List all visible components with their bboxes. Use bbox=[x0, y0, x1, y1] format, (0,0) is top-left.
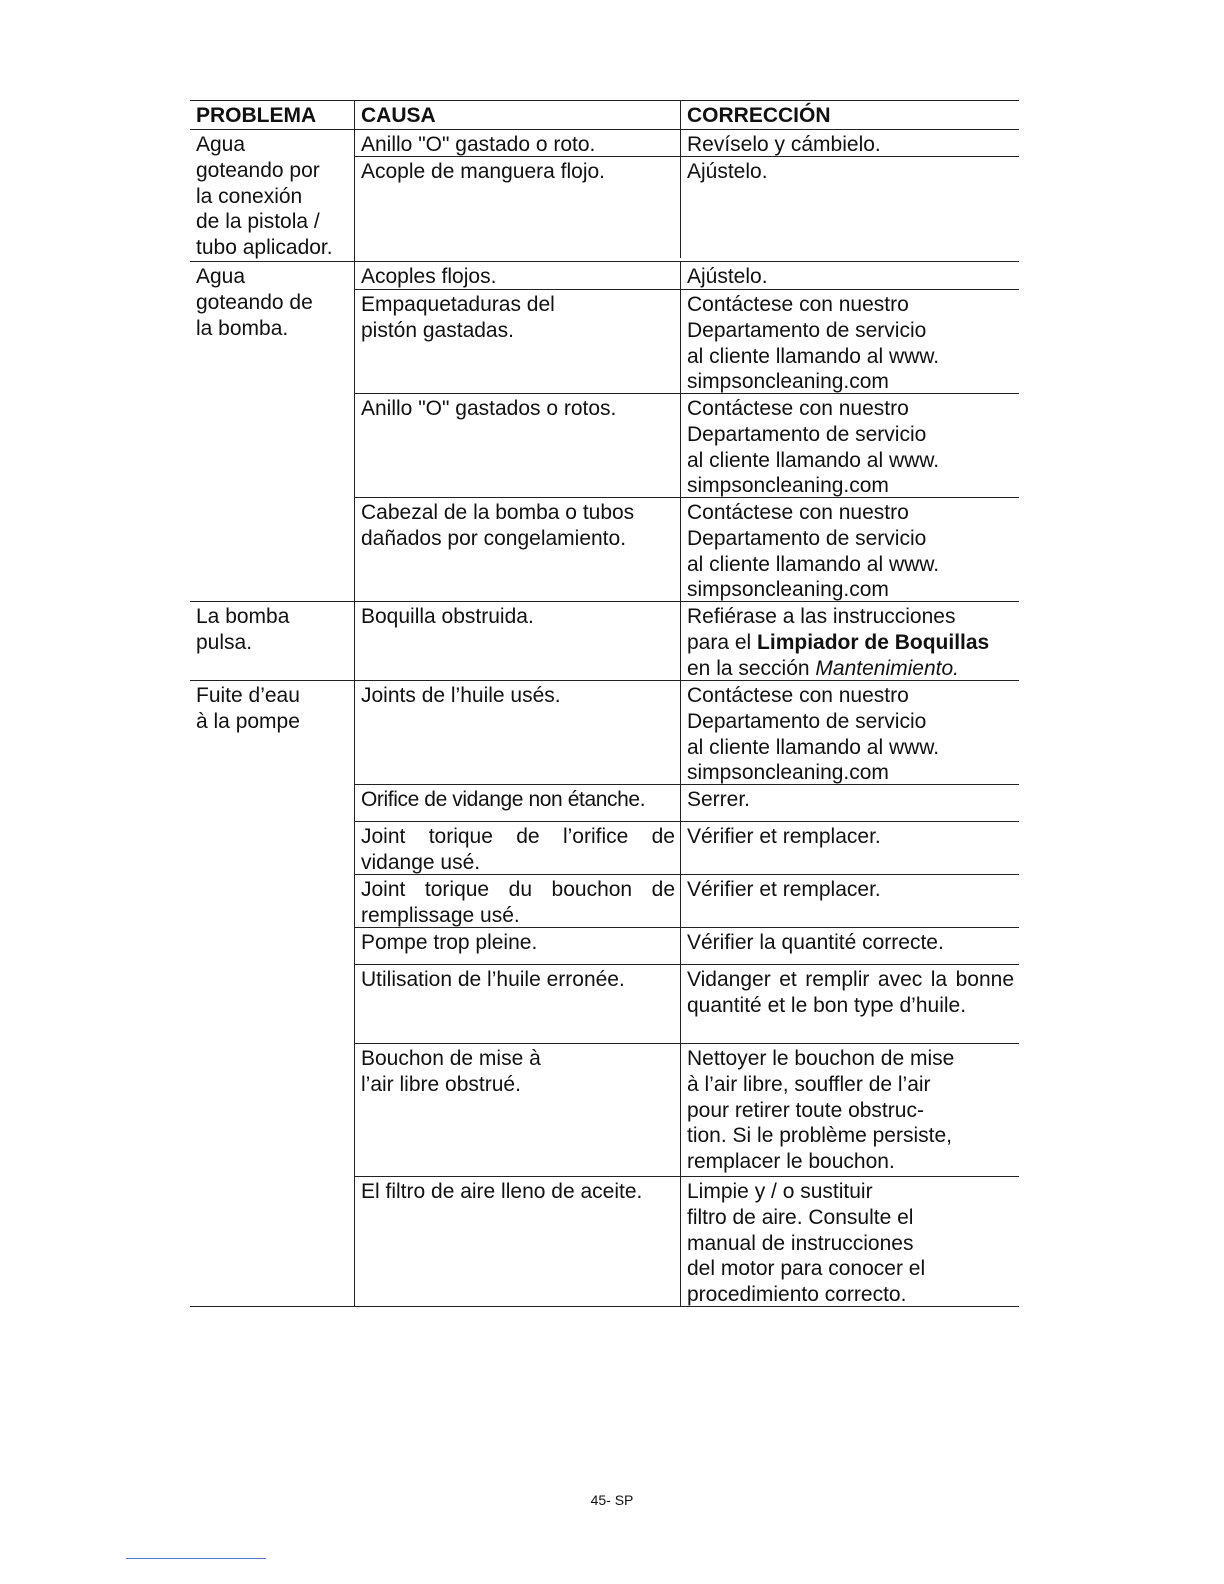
correction-italic-text: Mantenimiento. bbox=[815, 656, 959, 680]
correction-cell: Revíselo y cámbielo. bbox=[687, 133, 881, 156]
cause-cell: Joint torique du bouchon de remplissage usé. bbox=[355, 875, 681, 927]
header-problem: PROBLEMA bbox=[190, 101, 355, 129]
problem-group bbox=[190, 261, 1019, 601]
page-number: 45- SP bbox=[590, 1492, 634, 1508]
cause-cell: Joints de l’huile usés. bbox=[355, 681, 681, 784]
cause-cell: Joint torique de l’orifice de vidange usé. bbox=[355, 822, 681, 874]
header-cause: CAUSA bbox=[355, 101, 681, 129]
header-correction: CORRECCIÓN bbox=[687, 104, 831, 127]
cause-cell: Bouchon de mise à l’air libre obstrué. bbox=[355, 1044, 681, 1176]
cause-cell: Acoples flojos. bbox=[355, 262, 681, 289]
correction-cell: Contáctese con nuestro Departamento de servicio al cliente llamando al www. simpsoncleaning.com bbox=[687, 396, 940, 498]
correction-cell: Ajústelo. bbox=[687, 264, 768, 288]
problem-group bbox=[190, 680, 1019, 1306]
table-row bbox=[355, 821, 1019, 874]
table-row bbox=[355, 602, 1019, 680]
cause-cell: Acople de manguera flojo. bbox=[355, 157, 681, 258]
table-row bbox=[355, 1176, 1019, 1306]
correction-cell: Limpie y / o sustituir filtro de aire. Consulte el manual de instrucciones del motor para conocer el procedimiento correcto. bbox=[687, 1179, 926, 1307]
correction-cell: Contáctese con nuestro Departamento de servicio al cliente llamando al www. simpsoncleaning.com bbox=[687, 500, 940, 602]
problem-cell: Agua goteando de la bomba. bbox=[190, 262, 355, 601]
cause-cell: Utilisation de l’huile erronée. bbox=[355, 965, 681, 1043]
cause-cell: Boquilla obstruida. bbox=[355, 602, 681, 680]
correction-cell: Vidanger et remplir avec la bonne quantité et le bon type d’huile. bbox=[687, 967, 1014, 1017]
problem-cell: Agua goteando por la conexión de la pistola / tubo aplicador. bbox=[190, 130, 355, 261]
table-row bbox=[355, 130, 1019, 156]
problem-cell: Fuite d’eau à la pompe bbox=[190, 681, 355, 1306]
correction-cell: Contáctese con nuestro Departamento de servicio al cliente llamando al www. simpsoncleaning.com bbox=[687, 292, 940, 394]
table-row bbox=[355, 393, 1019, 497]
correction-bold-text: Limpiador de Boquillas bbox=[757, 630, 990, 654]
table-row bbox=[355, 784, 1019, 821]
cause-cell: Empaquetaduras del pistón gastadas. bbox=[355, 290, 681, 393]
troubleshooting-table bbox=[190, 100, 1019, 1307]
correction-cell: Contáctese con nuestro Departamento de servicio al cliente llamando al www. simpsoncleaning.com bbox=[687, 683, 940, 785]
correction-cell: Nettoyer le bouchon de mise à l’air libre, souffler de l’air pour retirer toute obstruc- tion. Si le problème persiste, remplacer le bouchon. bbox=[687, 1046, 955, 1174]
correction-cell: Vérifier la quantité correcte. bbox=[687, 930, 944, 954]
correction-text: en la sección bbox=[687, 656, 810, 680]
table-row bbox=[355, 497, 1019, 601]
table-row bbox=[355, 927, 1019, 964]
table-row bbox=[355, 1043, 1019, 1176]
problem-group bbox=[190, 129, 1019, 261]
cause-cell: Cabezal de la bomba o tubos dañados por congelamiento. bbox=[355, 498, 681, 601]
table-row bbox=[355, 262, 1019, 289]
table-header-row bbox=[190, 101, 1019, 129]
correction-cell: Serrer. bbox=[687, 787, 751, 811]
table-row bbox=[355, 156, 1019, 258]
correction-text: Refiérase a las instrucciones para el bbox=[687, 604, 956, 654]
correction-cell: Ajústelo. bbox=[687, 160, 768, 183]
correction-cell: Vérifier et remplacer. bbox=[687, 877, 881, 901]
correction-cell bbox=[681, 602, 1019, 680]
cause-cell: Anillo "O" gastados o rotos. bbox=[355, 394, 681, 497]
footer-rule bbox=[126, 1558, 266, 1559]
table-row bbox=[355, 874, 1019, 927]
table-row bbox=[355, 289, 1019, 393]
cause-cell: Pompe trop pleine. bbox=[355, 928, 681, 964]
cause-cell: Orifice de vidange non étanche. bbox=[355, 785, 681, 821]
problem-cell: La bomba pulsa. bbox=[190, 602, 355, 680]
table-row bbox=[355, 681, 1019, 784]
table-row bbox=[355, 964, 1019, 1043]
problem-group bbox=[190, 601, 1019, 680]
cause-cell: El filtro de aire lleno de aceite. bbox=[355, 1177, 681, 1306]
cause-cell: Anillo "O" gastado o roto. bbox=[355, 130, 681, 156]
correction-cell: Vérifier et remplacer. bbox=[687, 824, 881, 848]
